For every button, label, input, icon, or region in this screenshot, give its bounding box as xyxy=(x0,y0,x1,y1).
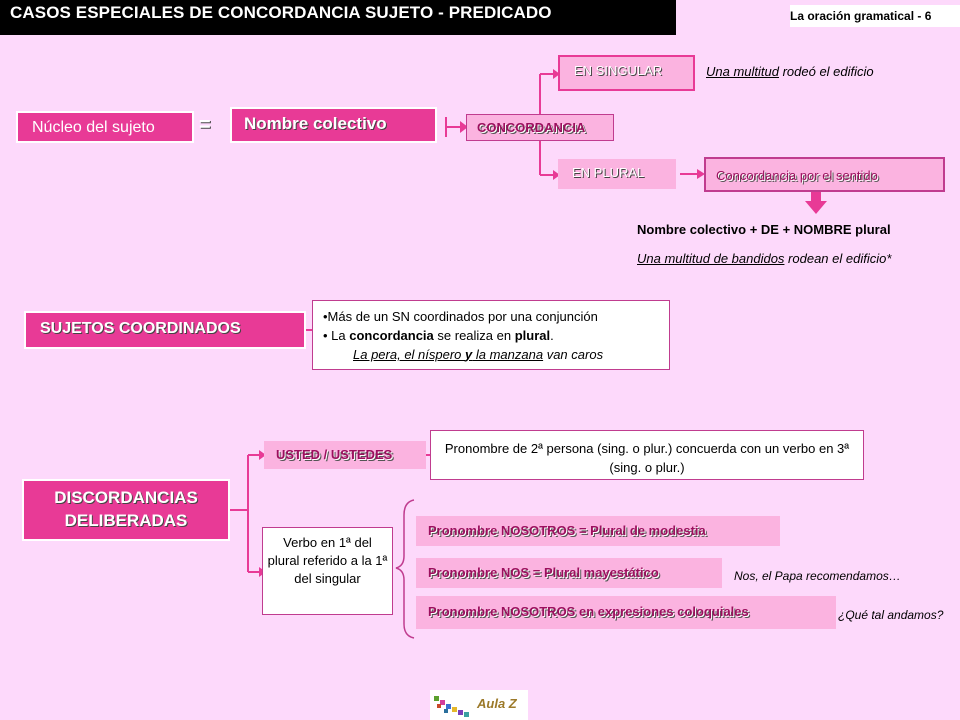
concordancia-por-sentido-box: Concordancia por el sentido xyxy=(704,157,945,192)
logo-text: Aula Z xyxy=(477,696,517,711)
example-singular xyxy=(706,64,874,79)
sujetos-example xyxy=(323,345,663,364)
example-que-tal: ¿Qué tal andamos? xyxy=(838,608,944,622)
sujetos-line1: •Más de un SN coordinados por una conjunción xyxy=(323,309,598,324)
example-singular-rest: rodeó el edificio xyxy=(778,64,874,79)
usted-ustedes-box: USTED / USTEDES xyxy=(264,441,426,469)
usted-description: Pronombre de 2ª persona (sing. o plur.) concuerda con un verbo en 3ª (sing. o plur.) xyxy=(430,430,864,480)
sujetos-example-u2: la manzana xyxy=(472,347,544,362)
logo-icon xyxy=(432,690,478,720)
sujetos-line2-d: plural xyxy=(514,328,551,343)
plural-modestia-box: Pronombre NOSOTROS = Plural de modestia xyxy=(416,516,780,546)
verbo-primera-plural-box: Verbo en 1ª del plural referido a la 1ª del singular xyxy=(262,527,393,615)
example-plural xyxy=(637,251,891,266)
sujetos-line2 xyxy=(323,326,663,345)
nombre-colectivo-box: Nombre colectivo xyxy=(230,107,437,143)
example-plural-rest: rodean el edificio* xyxy=(784,251,892,266)
expresiones-coloquiales-box: Pronombre NOSOTROS en expresiones coloquiales xyxy=(416,596,836,629)
sujetos-line2-b: concordancia xyxy=(349,328,434,343)
concordancia-box: CONCORDANCIA xyxy=(466,114,614,141)
nucleo-sujeto-box: Núcleo del sujeto xyxy=(16,111,194,143)
sujetos-coordinados-box: SUJETOS COORDINADOS xyxy=(24,311,306,349)
equals-sign: = xyxy=(199,114,211,136)
discordancias-deliberadas-box xyxy=(22,479,230,541)
page-title: CASOS ESPECIALES DE CONCORDANCIA SUJETO - PREDICADO xyxy=(10,3,552,22)
sujetos-line2-a: • La xyxy=(323,328,350,343)
en-plural-box: EN PLURAL xyxy=(558,159,676,189)
en-singular-box: EN SINGULAR xyxy=(558,55,695,91)
example-plural-underlined: Una multitud de bandidos xyxy=(637,251,785,266)
discordancias-line2: DELIBERADAS xyxy=(64,511,188,530)
sujetos-coordinados-description xyxy=(312,300,670,370)
sujetos-example-rest: van caros xyxy=(543,347,604,362)
sujetos-line2-e: . xyxy=(550,328,554,343)
sujetos-example-y: y xyxy=(465,347,473,362)
formula-text: Nombre colectivo + DE + NOMBRE plural xyxy=(637,222,891,237)
discordancias-line1: DISCORDANCIAS xyxy=(54,488,198,507)
example-singular-underlined: Una multitud xyxy=(706,64,779,79)
example-nos: Nos, el Papa recomendamos… xyxy=(734,569,901,583)
sujetos-example-u1: La pera, el níspero xyxy=(353,347,466,362)
page-label: La oración gramatical - 6 xyxy=(790,5,960,27)
plural-mayestatico-box: Pronombre NOS = Plural mayestático xyxy=(416,558,722,588)
aula-z-logo xyxy=(430,690,528,720)
sujetos-line2-c: se realiza en xyxy=(433,328,515,343)
